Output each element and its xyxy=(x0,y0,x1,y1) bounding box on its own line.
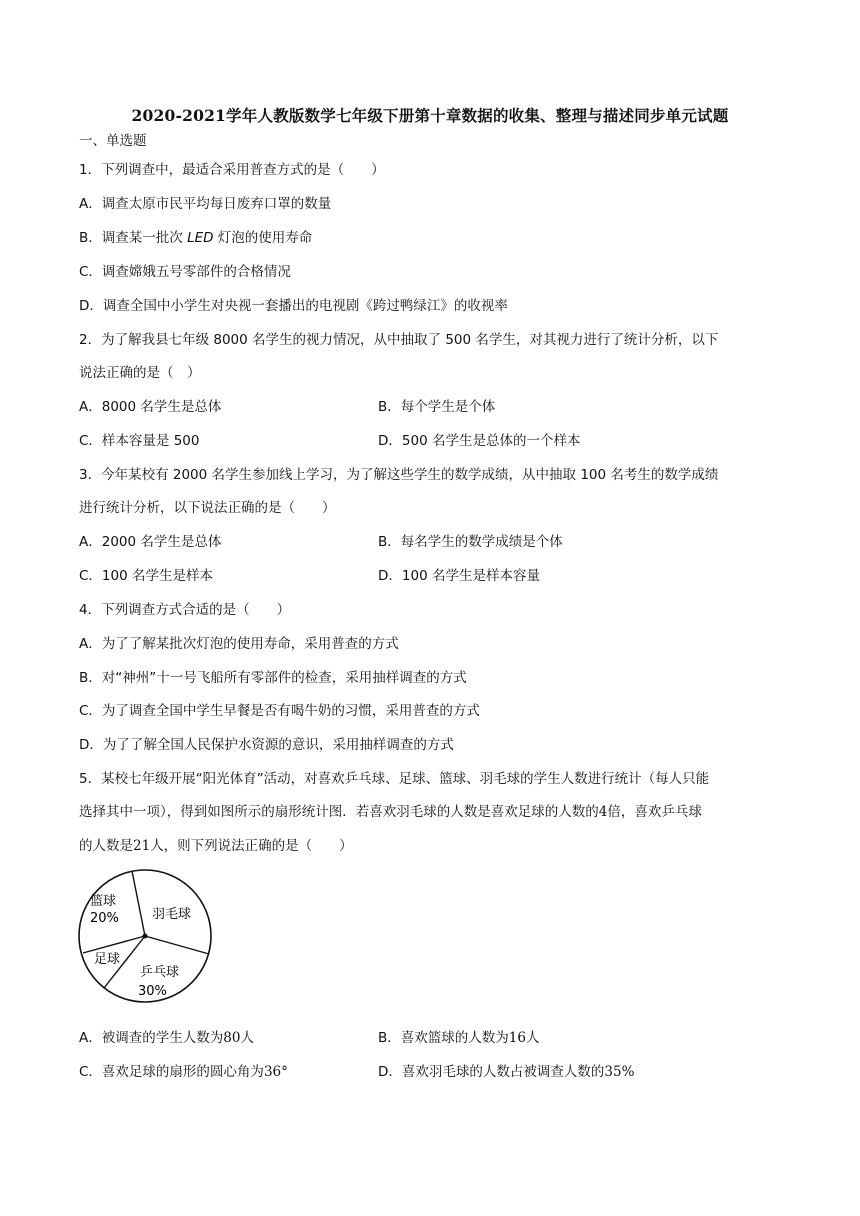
pie-chart-figure xyxy=(70,858,220,1008)
pie-label-badminton: 羽毛球 xyxy=(152,907,192,922)
pie-pct-pingpong: 30% xyxy=(138,984,167,999)
q2-option-a: A．8000 名学生是总体 xyxy=(79,399,222,415)
q1-option-b: B．调查某一批次 LED 灯泡的使用寿命 xyxy=(79,230,313,246)
q4-option-b: B．对“神州”十一号飞船所有零部件的检查，采用抽样调查的方式 xyxy=(79,670,467,686)
q5-stem-line3: 的人数是21人，则下列说法正确的是（ ） xyxy=(79,838,353,854)
pie-divider-bottom-right xyxy=(145,936,209,954)
q3-option-d: D．100 名学生是样本容量 xyxy=(378,568,540,584)
q5-option-c: C．喜欢足球的扇形的圆心角为36° xyxy=(79,1064,288,1080)
q4-option-d: D．为了了解全国人民保护水资源的意识，采用抽样调查的方式 xyxy=(79,737,454,753)
q1-stem: 1．下列调查中，最适合采用普查方式的是（ ） xyxy=(79,162,385,178)
q2-stem-line1: 2．为了解我县七年级 8000 名学生的视力情况，从中抽取了 500 名学生，对其视力进行了统计分析，以下 xyxy=(79,332,719,348)
q4-stem: 4．下列调查方式合适的是（ ） xyxy=(79,602,291,618)
q5-option-a: A．被调查的学生人数为80人 xyxy=(79,1030,254,1046)
q3-option-b: B．每名学生的数学成绩是个体 xyxy=(378,534,563,550)
pie-divider-left xyxy=(83,936,145,953)
q5-stem-line2: 选择其中一项），得到如图所示的扇形统计图．若喜欢羽毛球的人数是喜欢足球的人数的4倍，喜欢乒乓球 xyxy=(79,804,702,820)
q2-option-c: C．样本容量是 500 xyxy=(79,433,200,449)
page-title: 2020-2021学年人教版数学七年级下册第十章数据的收集、整理与描述同步单元试题 xyxy=(131,106,729,125)
pie-pct-basketball: 20% xyxy=(90,911,119,926)
pie-divider-top xyxy=(132,871,145,936)
q4-option-a: A．为了了解某批次灯泡的使用寿命，采用普查的方式 xyxy=(79,636,399,652)
q2-option-d: D．500 名学生是总体的一个样本 xyxy=(378,433,581,449)
q4-option-c: C．为了调查全国中学生早餐是否有喝牛奶的习惯，采用普查的方式 xyxy=(79,703,480,719)
q5-option-b: B．喜欢篮球的人数为16人 xyxy=(378,1030,540,1046)
q2-stem-line2: 说法正确的是（ ） xyxy=(79,365,201,381)
section-heading: 一、单选题 xyxy=(79,133,147,149)
pie-center-dot xyxy=(143,934,148,939)
q1-option-a: A．调查太原市民平均每日废弃口罩的数量 xyxy=(79,196,332,212)
pie-label-basketball: 篮球 xyxy=(90,894,117,909)
pie-label-pingpong: 乒乓球 xyxy=(140,965,180,980)
pie-label-football: 足球 xyxy=(94,952,121,967)
q1-option-c: C．调查嫦娥五号零部件的合格情况 xyxy=(79,264,291,280)
q3-stem-line2: 进行统计分析，以下说法正确的是（ ） xyxy=(79,500,336,516)
q3-option-a: A．2000 名学生是总体 xyxy=(79,534,222,550)
q1-option-d: D．调查全国中小学生对央视一套播出的电视剧《跨过鸭绿江》的收视率 xyxy=(79,298,508,314)
q2-option-b: B．每个学生是个体 xyxy=(378,399,496,415)
q3-option-c: C．100 名学生是样本 xyxy=(79,568,213,584)
q3-stem-line1: 3．今年某校有 2000 名学生参加线上学习，为了解这些学生的数学成绩，从中抽取 100 名考生的数学成绩 xyxy=(79,467,719,483)
q5-option-d: D．喜欢羽毛球的人数占被调查人数的35% xyxy=(378,1064,635,1080)
q5-stem-line1: 5．某校七年级开展“阳光体育”活动，对喜欢乒乓球、足球、篮球、羽毛球的学生人数进行统计（每人只能 xyxy=(79,771,710,787)
